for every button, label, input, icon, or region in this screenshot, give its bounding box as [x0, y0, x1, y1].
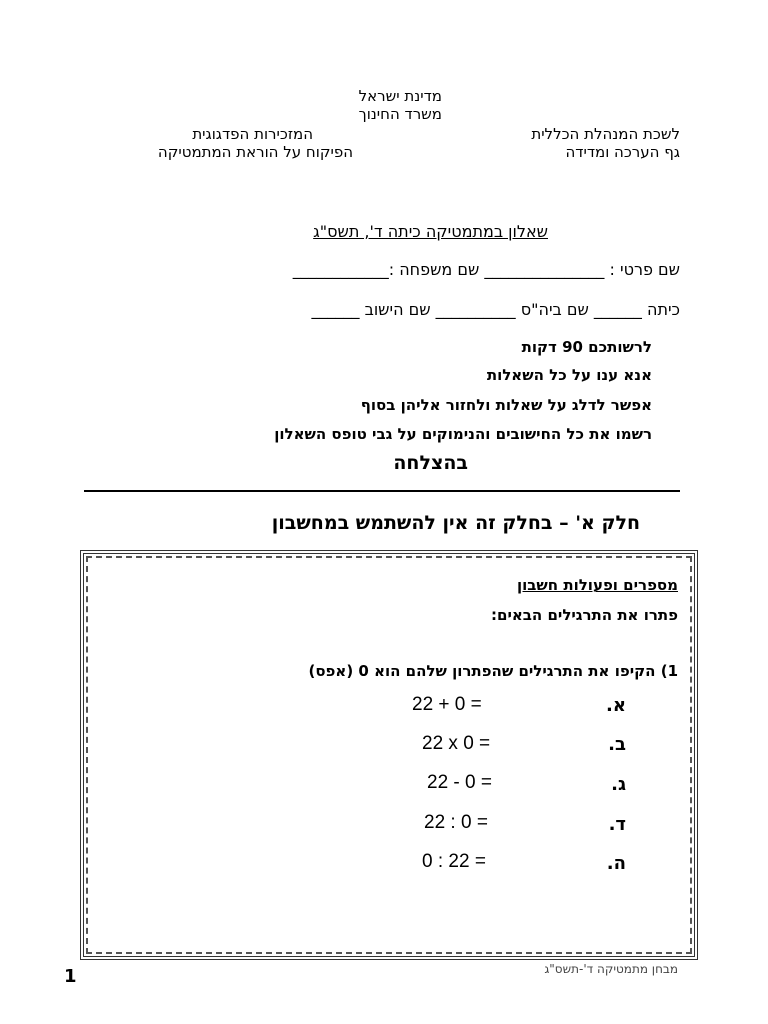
item-letter-d: ד. [608, 814, 626, 835]
page-number: 1 [64, 966, 77, 987]
item-letter-a: א. [606, 695, 626, 716]
instruction-write: רשמו את כל החישובים והנימוקים על גבי טופס השאלון [274, 425, 652, 443]
item-letter-c: ג. [611, 774, 626, 795]
school-fields: כיתה ______ שם ביה"ס __________ שם הישוב ______ [311, 300, 680, 319]
office-right-1: לשכת המנהלת הכללית [531, 125, 680, 143]
instruction-skip: אפשר לדלג על שאלות ולחזור אליהן בסוף [360, 396, 652, 414]
good-luck: בהצלחה [393, 452, 468, 474]
part-heading: חלק א' – בחלק זה אין להשתמש במחשבון [271, 512, 640, 534]
item-letter-b: ב. [608, 734, 626, 755]
office-right-2: גף הערכה ומדידה [565, 143, 680, 161]
item-letter-e: ה. [606, 853, 626, 874]
item-expr-d: 22 : 0 = [424, 812, 488, 833]
divider-line [84, 490, 680, 492]
state-name: מדינת ישראל [358, 87, 442, 105]
section-instruction: פתרו את התרגילים הבאים: [491, 606, 678, 624]
section-title: מספרים ופעולות חשבון [516, 576, 678, 594]
item-expr-e: 0 : 22 = [422, 851, 486, 872]
office-left-1: המזכירות הפדגוגית [192, 125, 313, 143]
instruction-time: לרשותכם 90 דקות [521, 338, 652, 356]
item-expr-b: 22 x 0 = [422, 733, 491, 754]
instruction-answer-all: אנא ענו על כל השאלות [486, 366, 652, 384]
question-1: 1) הקיפו את התרגילים שהפתרון שלהם הוא 0 (אפס) [308, 662, 678, 680]
exam-title: שאלון במתמטיקה כיתה ד', תשס"ג [313, 222, 548, 241]
office-left-2: הפיקוח על הוראת המתמטיקה [157, 143, 353, 161]
name-fields: שם פרטי : _______________ שם משפחה :____________ [292, 260, 680, 279]
item-expr-a: 22 + 0 = [412, 694, 482, 715]
item-expr-c: 22 - 0 = [427, 772, 492, 793]
ministry-name: משרד החינוך [358, 105, 442, 123]
footer-caption: מבחן מתמטיקה ד'-תשס"ג [544, 962, 678, 976]
